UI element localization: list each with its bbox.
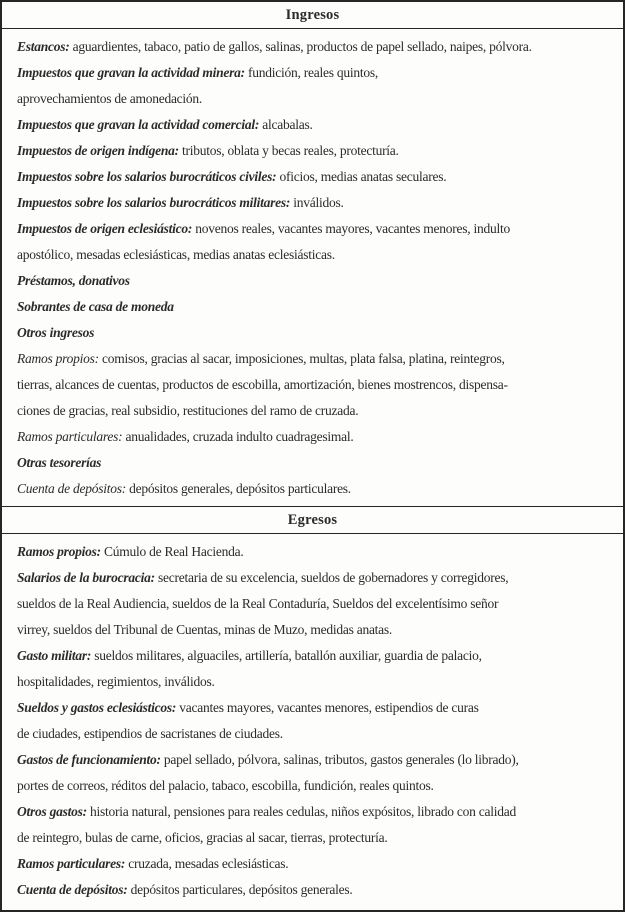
- row-text-line: cruzada, mesadas eclesiásticas.: [128, 856, 289, 871]
- row-label: Impuestos que gravan la actividad minera:: [17, 65, 245, 80]
- row-label: Impuestos sobre los salarios burocráticos militares:: [17, 195, 291, 210]
- table-row: [17, 60, 614, 112]
- row-label: Préstamos, donativos: [17, 273, 130, 288]
- table-row: [17, 34, 614, 60]
- row-label: Sobrantes de casa de moneda: [17, 299, 174, 314]
- row-label: Ramos propios:: [17, 544, 101, 559]
- row-label: Cuenta de depósitos:: [17, 882, 128, 897]
- table-row: [17, 320, 614, 346]
- row-text-line: fundición, reales quintos,: [248, 65, 378, 80]
- table-row: [17, 851, 614, 877]
- row-text-line: secretaria de su excelencia, sueldos de gobernadores y corregidores,: [158, 570, 509, 585]
- table-row: [17, 747, 614, 799]
- row-label: Otras tesorerías: [17, 455, 102, 470]
- row-text-line: alcabalas.: [262, 117, 313, 132]
- section-body-egresos: [2, 534, 623, 907]
- row-text-line: inválidos.: [293, 195, 344, 210]
- row-label: Impuestos que gravan la actividad comercial:: [17, 117, 260, 132]
- row-label: Gasto militar:: [17, 648, 92, 663]
- row-text-line: depósitos generales, depósitos particulares.: [129, 481, 351, 496]
- row-text-line: tierras, alcances de cuentas, productos de escobilla, amortización, bienes mostrencos, dispensa-: [17, 377, 508, 392]
- row-text-line: papel sellado, pólvora, salinas, tributos, gastos generales (lo librado),: [163, 752, 519, 767]
- row-text-line: historia natural, pensiones para reales cedulas, niños expósitos, librado con calidad: [90, 804, 517, 819]
- table-row: [17, 424, 614, 450]
- row-label: Estancos:: [17, 39, 70, 54]
- table-row: [17, 164, 614, 190]
- row-text-line: comisos, gracias al sacar, imposiciones, multas, plata falsa, platina, reintegros,: [102, 351, 505, 366]
- table-row: [17, 450, 614, 476]
- row-label: Sueldos y gastos eclesiásticos:: [17, 700, 177, 715]
- row-text-line: aprovechamientos de amonedación.: [17, 91, 203, 106]
- row-label: Salarios de la burocracia:: [17, 570, 155, 585]
- table-row: [17, 268, 614, 294]
- row-label: Impuestos de origen eclesiástico:: [17, 221, 193, 236]
- row-text-line: sueldos militares, alguaciles, artillería, batallón auxiliar, guardia de palacio,: [94, 648, 482, 663]
- row-text-line: Cúmulo de Real Hacienda.: [104, 544, 244, 559]
- table-row: [17, 799, 614, 851]
- table-row: [17, 190, 614, 216]
- row-label: Otros gastos:: [17, 804, 87, 819]
- table-row: [17, 695, 614, 747]
- row-label: Ramos particulares:: [17, 429, 123, 444]
- table-row: [17, 539, 614, 565]
- row-label: Ramos particulares:: [17, 856, 126, 871]
- table-row: [17, 346, 614, 424]
- row-text-line: portes de correos, réditos del palacio, tabaco, escobilla, fundición, reales quintos.: [17, 778, 434, 793]
- row-label: Otros ingresos: [17, 325, 95, 340]
- table-row: [17, 643, 614, 695]
- row-text-line: tributos, oblata y becas reales, protecturía.: [182, 143, 399, 158]
- row-text-line: sueldos de la Real Audiencia, sueldos de la Real Contaduría, Sueldos del excelentísimo señor: [17, 596, 499, 611]
- table-row: [17, 565, 614, 643]
- row-label: Impuestos de origen indígena:: [17, 143, 179, 158]
- row-text-line: de ciudades, estipendios de sacristanes de ciudades.: [17, 726, 283, 741]
- row-label: Ramos propios:: [17, 351, 99, 366]
- row-text-line: hospitalidades, regimientos, inválidos.: [17, 674, 215, 689]
- section-header-egresos: Egresos: [2, 507, 623, 534]
- row-text-line: de reintegro, bulas de carne, oficios, gracias al sacar, tierras, protecturía.: [17, 830, 388, 845]
- section-header-ingresos: Ingresos: [2, 2, 623, 29]
- row-text-line: aguardientes, tabaco, patio de gallos, salinas, productos de papel sellado, naipes, pólvora.: [72, 39, 532, 54]
- row-label: Cuenta de depósitos:: [17, 481, 126, 496]
- row-label: Impuestos sobre los salarios burocráticos civiles:: [17, 169, 277, 184]
- row-text-line: vacantes mayores, vacantes menores, estipendios de curas: [179, 700, 479, 715]
- row-text-line: apostólico, mesadas eclesiásticas, medias anatas eclesiásticas.: [17, 247, 335, 262]
- row-text-line: depósitos particulares, depósitos generales.: [130, 882, 353, 897]
- row-text-line: virrey, sueldos del Tribunal de Cuentas, minas de Muzo, medidas anatas.: [17, 622, 393, 637]
- row-text-line: anualidades, cruzada indulto cuadragesimal.: [125, 429, 354, 444]
- table-row: [17, 138, 614, 164]
- row-label: Gastos de funcionamiento:: [17, 752, 161, 767]
- row-text-line: ciones de gracias, real subsidio, restituciones del ramo de cruzada.: [17, 403, 359, 418]
- table-row: [17, 294, 614, 320]
- table-row: [17, 476, 614, 502]
- row-text-line: novenos reales, vacantes mayores, vacantes menores, indulto: [195, 221, 510, 236]
- table-row: [17, 216, 614, 268]
- row-text-line: oficios, medias anatas seculares.: [279, 169, 447, 184]
- table-row: [17, 877, 614, 903]
- table-row: [17, 112, 614, 138]
- section-body-ingresos: [2, 29, 623, 507]
